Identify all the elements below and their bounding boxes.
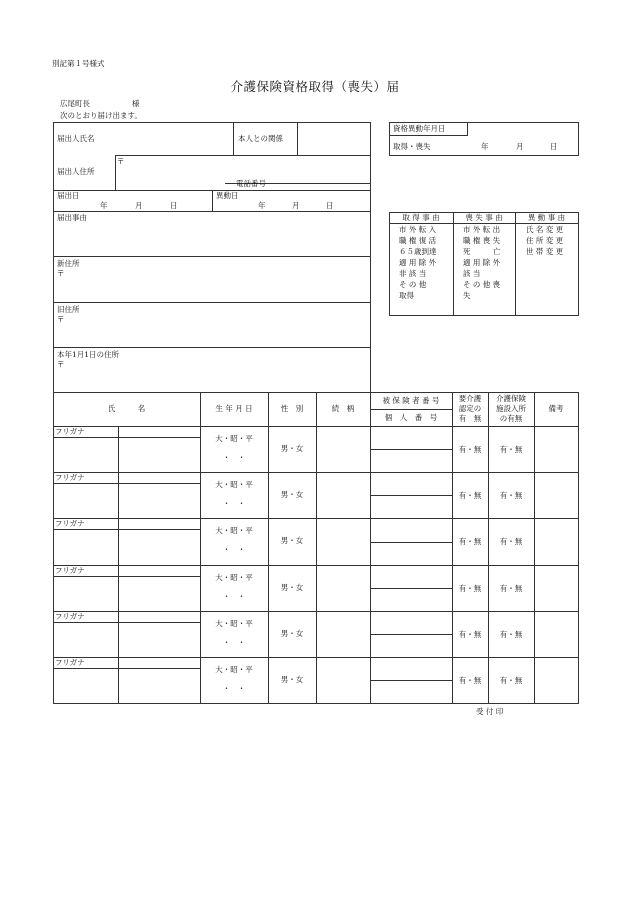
lose-reason: 職 権 喪 失 xyxy=(463,236,501,245)
name-field[interactable] xyxy=(55,485,199,517)
personal-no-field[interactable] xyxy=(371,496,451,517)
birth-date-dots[interactable]: ・ ・ xyxy=(222,637,246,647)
reason-field[interactable] xyxy=(55,224,368,254)
new-address-field[interactable] xyxy=(68,268,368,300)
col-header-facility: 施設入所 xyxy=(496,404,526,413)
reason-label: 届出事由 xyxy=(57,213,87,222)
col-header-facility: の有無 xyxy=(499,414,523,423)
remarks-field[interactable] xyxy=(535,519,577,563)
change-box-title: 資格異動年月日 xyxy=(393,124,446,133)
change-month: 月 xyxy=(292,201,300,210)
lose-reason: 死 亡 xyxy=(463,247,501,256)
furigana-label: フリガナ xyxy=(55,658,85,667)
acquire-reason: ６５歳到達 xyxy=(399,247,437,256)
care-level-select[interactable]: 有・無 xyxy=(458,629,482,639)
reason-header-acquire: 取 得 事 由 xyxy=(402,213,440,222)
notifier-address-field[interactable] xyxy=(128,157,368,181)
facility-select[interactable]: 有・無 xyxy=(499,537,523,547)
jan1-address-postal: 〒 xyxy=(57,360,65,369)
phone-label: 電話番号 xyxy=(236,179,266,188)
notifier-name-field[interactable] xyxy=(116,124,232,154)
change-box-type: 取得・喪失 xyxy=(393,142,431,151)
furigana-label: フリガナ xyxy=(55,473,85,483)
care-level-select[interactable]: 有・無 xyxy=(458,676,482,685)
change-reason: 住 所 変 更 xyxy=(526,236,564,245)
furigana-field[interactable] xyxy=(119,427,199,436)
lose-reason: 適 用 除 外 xyxy=(463,258,501,267)
care-level-select[interactable]: 有・無 xyxy=(458,445,482,454)
lose-reason: 該 当 xyxy=(463,269,481,278)
col-header-remarks: 備考 xyxy=(548,404,564,413)
birth-era[interactable]: 大・昭・平 xyxy=(215,572,253,582)
facility-select[interactable]: 有・無 xyxy=(499,629,523,639)
birth-era[interactable]: 大・昭・平 xyxy=(215,665,253,674)
birth-date-dots[interactable]: ・ ・ xyxy=(222,545,246,555)
change-year: 年 xyxy=(258,201,266,210)
birth-date-dots[interactable]: ・ ・ xyxy=(222,499,246,509)
facility-select[interactable]: 有・無 xyxy=(499,491,523,501)
old-address-postal: 〒 xyxy=(57,315,65,324)
acquire-reason: 取得 xyxy=(399,291,414,300)
birth-era[interactable]: 大・昭・平 xyxy=(215,526,253,536)
relation-field[interactable] xyxy=(317,566,369,610)
new-address-postal: 〒 xyxy=(57,269,65,278)
furigana-field[interactable] xyxy=(119,612,199,621)
remarks-field[interactable] xyxy=(535,473,577,517)
col-header-personal-no: 個 人 番 号 xyxy=(384,413,438,422)
remarks-field[interactable] xyxy=(535,566,577,610)
change-box-month: 月 xyxy=(516,142,524,151)
furigana-label: フリガナ xyxy=(55,519,85,529)
facility-select[interactable]: 有・無 xyxy=(499,583,523,593)
relation-field[interactable] xyxy=(317,473,369,517)
sex-select[interactable]: 男・女 xyxy=(280,444,304,453)
furigana-field[interactable] xyxy=(119,519,199,528)
name-field[interactable] xyxy=(55,624,199,656)
facility-select[interactable]: 有・無 xyxy=(499,445,523,454)
personal-no-field[interactable] xyxy=(371,635,451,656)
furigana-field[interactable] xyxy=(119,566,199,575)
form-number: 別記第１号様式 xyxy=(52,59,105,68)
insured-no-field[interactable] xyxy=(371,658,451,679)
jan1-address-field[interactable] xyxy=(68,359,368,391)
insured-no-field[interactable] xyxy=(371,519,451,540)
sex-select[interactable]: 男・女 xyxy=(280,536,304,546)
notifier-address-label: 届出人住所 xyxy=(57,167,95,176)
acquire-reason: 職 権 復 活 xyxy=(399,236,437,245)
furigana-label: フリガナ xyxy=(55,565,85,575)
sex-select[interactable]: 男・女 xyxy=(280,628,304,638)
insured-no-field[interactable] xyxy=(371,612,451,633)
relation-field[interactable] xyxy=(317,427,369,471)
reason-header-change: 異 動 事 由 xyxy=(527,213,566,222)
relation-field[interactable] xyxy=(317,658,369,702)
remarks-field[interactable] xyxy=(535,427,577,471)
col-header-insured-no: 被 保 険 者 番 号 xyxy=(382,396,440,405)
notify-month: 月 xyxy=(135,201,143,210)
insured-no-field[interactable] xyxy=(371,473,451,494)
received-stamp-label: 受 付 印 xyxy=(476,707,504,716)
personal-no-field[interactable] xyxy=(371,450,451,471)
personal-no-field[interactable] xyxy=(371,681,451,702)
change-date-label: 異動日 xyxy=(216,191,239,200)
change-box-year: 年 xyxy=(481,142,489,151)
furigana-label: フリガナ xyxy=(55,427,85,436)
reason-header-lose: 喪 失 事 由 xyxy=(465,213,503,222)
birth-date-dots[interactable]: ・ ・ xyxy=(222,591,246,601)
name-field[interactable] xyxy=(55,670,199,702)
notifier-name-label: 届出人氏名 xyxy=(57,134,95,143)
addressee: 広尾町長 xyxy=(60,99,90,108)
new-address-label: 新住所 xyxy=(57,259,80,268)
lose-reason: そ の 他 喪 xyxy=(463,280,501,289)
personal-no-field[interactable] xyxy=(371,543,451,564)
old-address-field[interactable] xyxy=(68,314,368,346)
acquire-reason: 適 用 除 外 xyxy=(399,258,437,267)
notify-day: 日 xyxy=(170,201,178,210)
remarks-field[interactable] xyxy=(535,612,577,656)
care-level-select[interactable]: 有・無 xyxy=(458,537,482,547)
relation-label: 本人との関係 xyxy=(238,134,283,143)
change-box-day: 日 xyxy=(550,142,558,151)
old-address-label: 旧住所 xyxy=(57,305,80,314)
col-header-care: 要介護 xyxy=(458,394,482,403)
notify-date-label: 届出日 xyxy=(57,191,80,200)
col-header-name: 氏 名 xyxy=(107,404,146,413)
lose-reason: 市 外 転 出 xyxy=(463,225,501,234)
intro-text: 次のとおり届け出ます。 xyxy=(60,111,142,120)
page-title: 介護保険資格取得（喪失）届 xyxy=(230,79,400,94)
col-header-care: 有 無 xyxy=(458,414,482,423)
acquire-reason: 非 該 当 xyxy=(399,269,427,278)
acquire-reason: そ の 他 xyxy=(399,280,427,289)
relation-field[interactable] xyxy=(298,124,369,154)
change-reason: 世 帯 変 更 xyxy=(526,247,564,256)
birth-era[interactable]: 大・昭・平 xyxy=(215,434,253,443)
furigana-field[interactable] xyxy=(119,658,199,667)
birth-date-dots[interactable]: ・ ・ xyxy=(222,684,246,693)
personal-no-field[interactable] xyxy=(371,589,451,610)
sex-select[interactable]: 男・女 xyxy=(280,582,304,592)
col-header-care: 認定の xyxy=(458,404,482,413)
furigana-field[interactable] xyxy=(119,473,199,482)
acquire-reason: 市 外 転 入 xyxy=(399,225,437,234)
birth-era[interactable]: 大・昭・平 xyxy=(215,618,253,628)
change-day: 日 xyxy=(326,201,334,210)
care-level-select[interactable]: 有・無 xyxy=(458,491,482,501)
care-level-select[interactable]: 有・無 xyxy=(458,583,482,593)
insured-no-field[interactable] xyxy=(371,566,451,587)
birth-date-dots[interactable]: ・ ・ xyxy=(222,453,246,462)
col-header-relation: 続 柄 xyxy=(331,404,355,413)
insured-no-field[interactable] xyxy=(371,427,451,448)
relation-field[interactable] xyxy=(317,519,369,563)
notify-year: 年 xyxy=(100,201,108,210)
remarks-field[interactable] xyxy=(535,658,577,702)
sex-select[interactable]: 男・女 xyxy=(280,490,304,500)
name-field[interactable] xyxy=(55,578,199,610)
postal-mark: 〒 xyxy=(117,157,125,166)
change-reason: 氏 名 変 更 xyxy=(526,225,564,234)
col-header-facility: 介護保険 xyxy=(496,394,526,403)
col-header-birth: 生 年 月 日 xyxy=(215,404,253,413)
birth-era[interactable]: 大・昭・平 xyxy=(215,480,253,490)
col-header-sex: 性 別 xyxy=(280,404,304,413)
facility-select[interactable]: 有・無 xyxy=(499,676,523,685)
name-field[interactable] xyxy=(55,439,199,471)
lose-reason: 失 xyxy=(463,291,471,300)
furigana-label: フリガナ xyxy=(55,611,85,621)
relation-field[interactable] xyxy=(317,612,369,656)
sex-select[interactable]: 男・女 xyxy=(280,675,304,684)
name-field[interactable] xyxy=(55,531,199,563)
honorific: 様 xyxy=(132,99,140,108)
jan1-address-label: 本年1月1日の住所 xyxy=(57,350,120,359)
